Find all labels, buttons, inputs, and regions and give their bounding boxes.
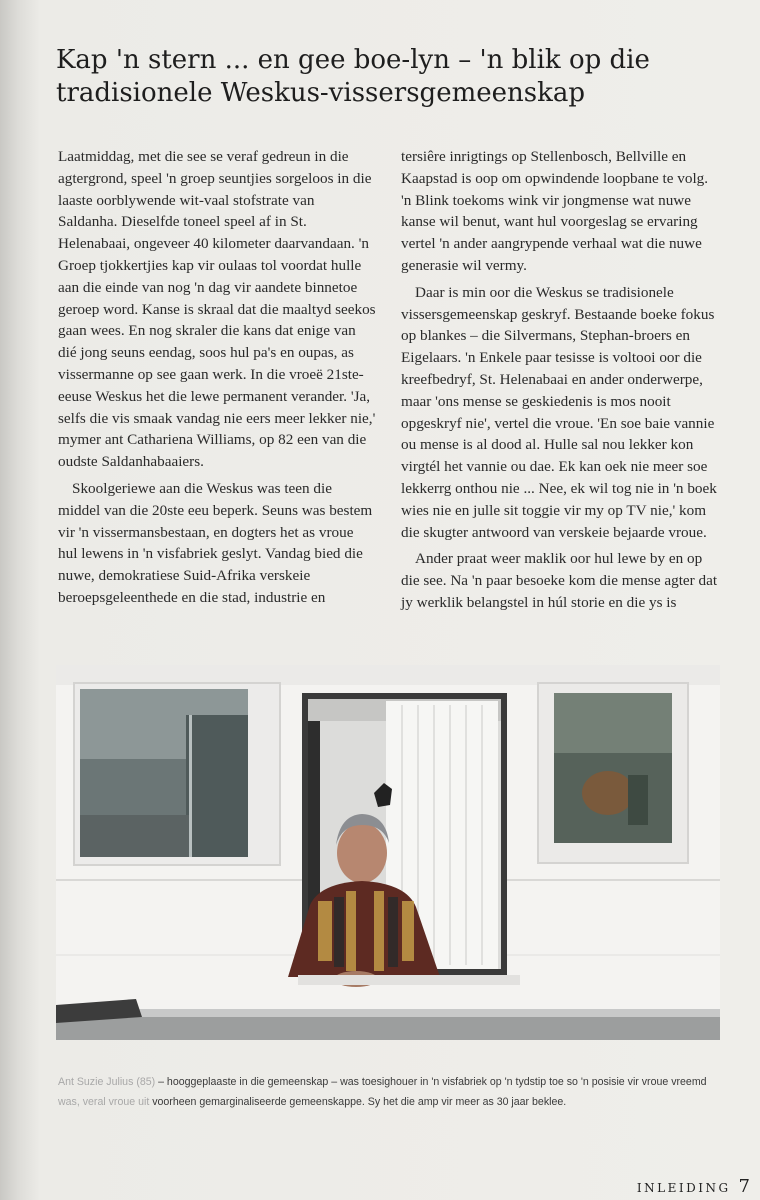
section-name: INLEIDING [636,1181,731,1195]
photo-caption [58,1072,718,1112]
caption-faded-text: Ant Suzie Julius (85) [58,1076,156,1088]
article-title [56,44,716,110]
page-number: 7 [738,1176,750,1197]
paragraph: tersiêre inrigtings op Stellenbosch, Bellville en Kaapstad is oop om opwindende loopbane te volg. 'n Blink toekoms wink vir jongmense wat nuwe kanse wil benut, want hul voorgeslag se ervaring vertel 'n ander aangrypende verhaal wat die nuwe generasie wil vermy. [401,148,709,274]
paragraph: Skoolgeriewe aan die Weskus was teen die middel van die 20ste eeu beperk. Seuns was bestem vir 'n vissermansbestaan, en dogters het as vroue hul lewens in 'n visfabriek geslyt. Vandag bied die nuwe, demokratiese Suid-Afrika verskeie beroepsgeleenthede en die stad, industrie en [58,479,373,606]
paragraph: Laatmiddag, met die see se veraf gedreun in die agtergrond, speel 'n groep seuntjies sorgeloos in die laaste oorblywende wit-vaal stofstrate van Saldanha. Dieselfde toneel speel af in St. Helenabaai, ongeveer 40 kilometer daarvandaan. 'n Groep tjokkertjies kap vir oulaas tol voordat hulle aan die einde van nog 'n dag vir aandete binnetoe geroep word. Kanse is skraal dat die maaltyd seekos gaan wees. En nog skraler die kans dat enige van dié jong seuns eendag, soos hul pa's en oupas, as vissermanne op see gaan werk. In die vroeë 21ste-eeuse Weskus het die lewe permanent verander. 'Ja, selfs die vis smaak vandag nie eers meer lekker nie,' mymer ant Cathariena Williams, op 82 een van die oudste Saldanhabaaiers. [58,148,376,471]
paragraph: Daar is min oor die Weskus se tradisionele vissersgemeenskap geskryf. Bestaande boeke fokus op blankes – die Silvermans, Stephan-broers en Eigelaars. 'n Enkele paar tesisse is voltooi oor die kreefbedryf, St. Helenabaai en ander onderwerpe, maar 'ons mense se geskiedenis is mos nooit opgeskryf nie', vertel die vroue. 'En soe baie vannie ou mense is al dood al. Hulle sal nou lekker kon virgtél het vannie ou dae. Ek kan oek nie meer soe lekkerrg onthou nie ... Nee, ek wil tog nie in 'n boek wies nie en julle sit toggie vir my op TV nie,' kom die skugter antwoord van verskeie bejaarde vroue. [401,283,717,541]
left-column [58,146,376,614]
page-footer [637,1176,750,1197]
paragraph: Ander praat weer maklik oor hul lewe by en op die see. Na 'n paar besoeke kom die mense agter dat jy werklik belangstel in húl storie en die ys is [401,550,718,611]
title-line-2: tradisionele Weskus-vissersgemeenskap [56,78,586,108]
title-line-1: Kap 'n stern ... en gee boe-lyn – 'n blik op die [56,45,650,75]
caption-text: voorheen gemarginaliseerde gemeenskappe. Sy het die amp vir meer as 30 jaar beklee. [149,1096,567,1108]
caption-text: – hooggeplaaste in die gemeenskap – was toesighouer in 'n visfabriek op 'n tydstip toe so 'n posisie vir vroue vreemd [155,1076,707,1088]
right-column [401,146,719,619]
caption-faded-text: was, veral vroue uit [58,1096,150,1108]
photo-woman-at-window [56,665,720,1040]
